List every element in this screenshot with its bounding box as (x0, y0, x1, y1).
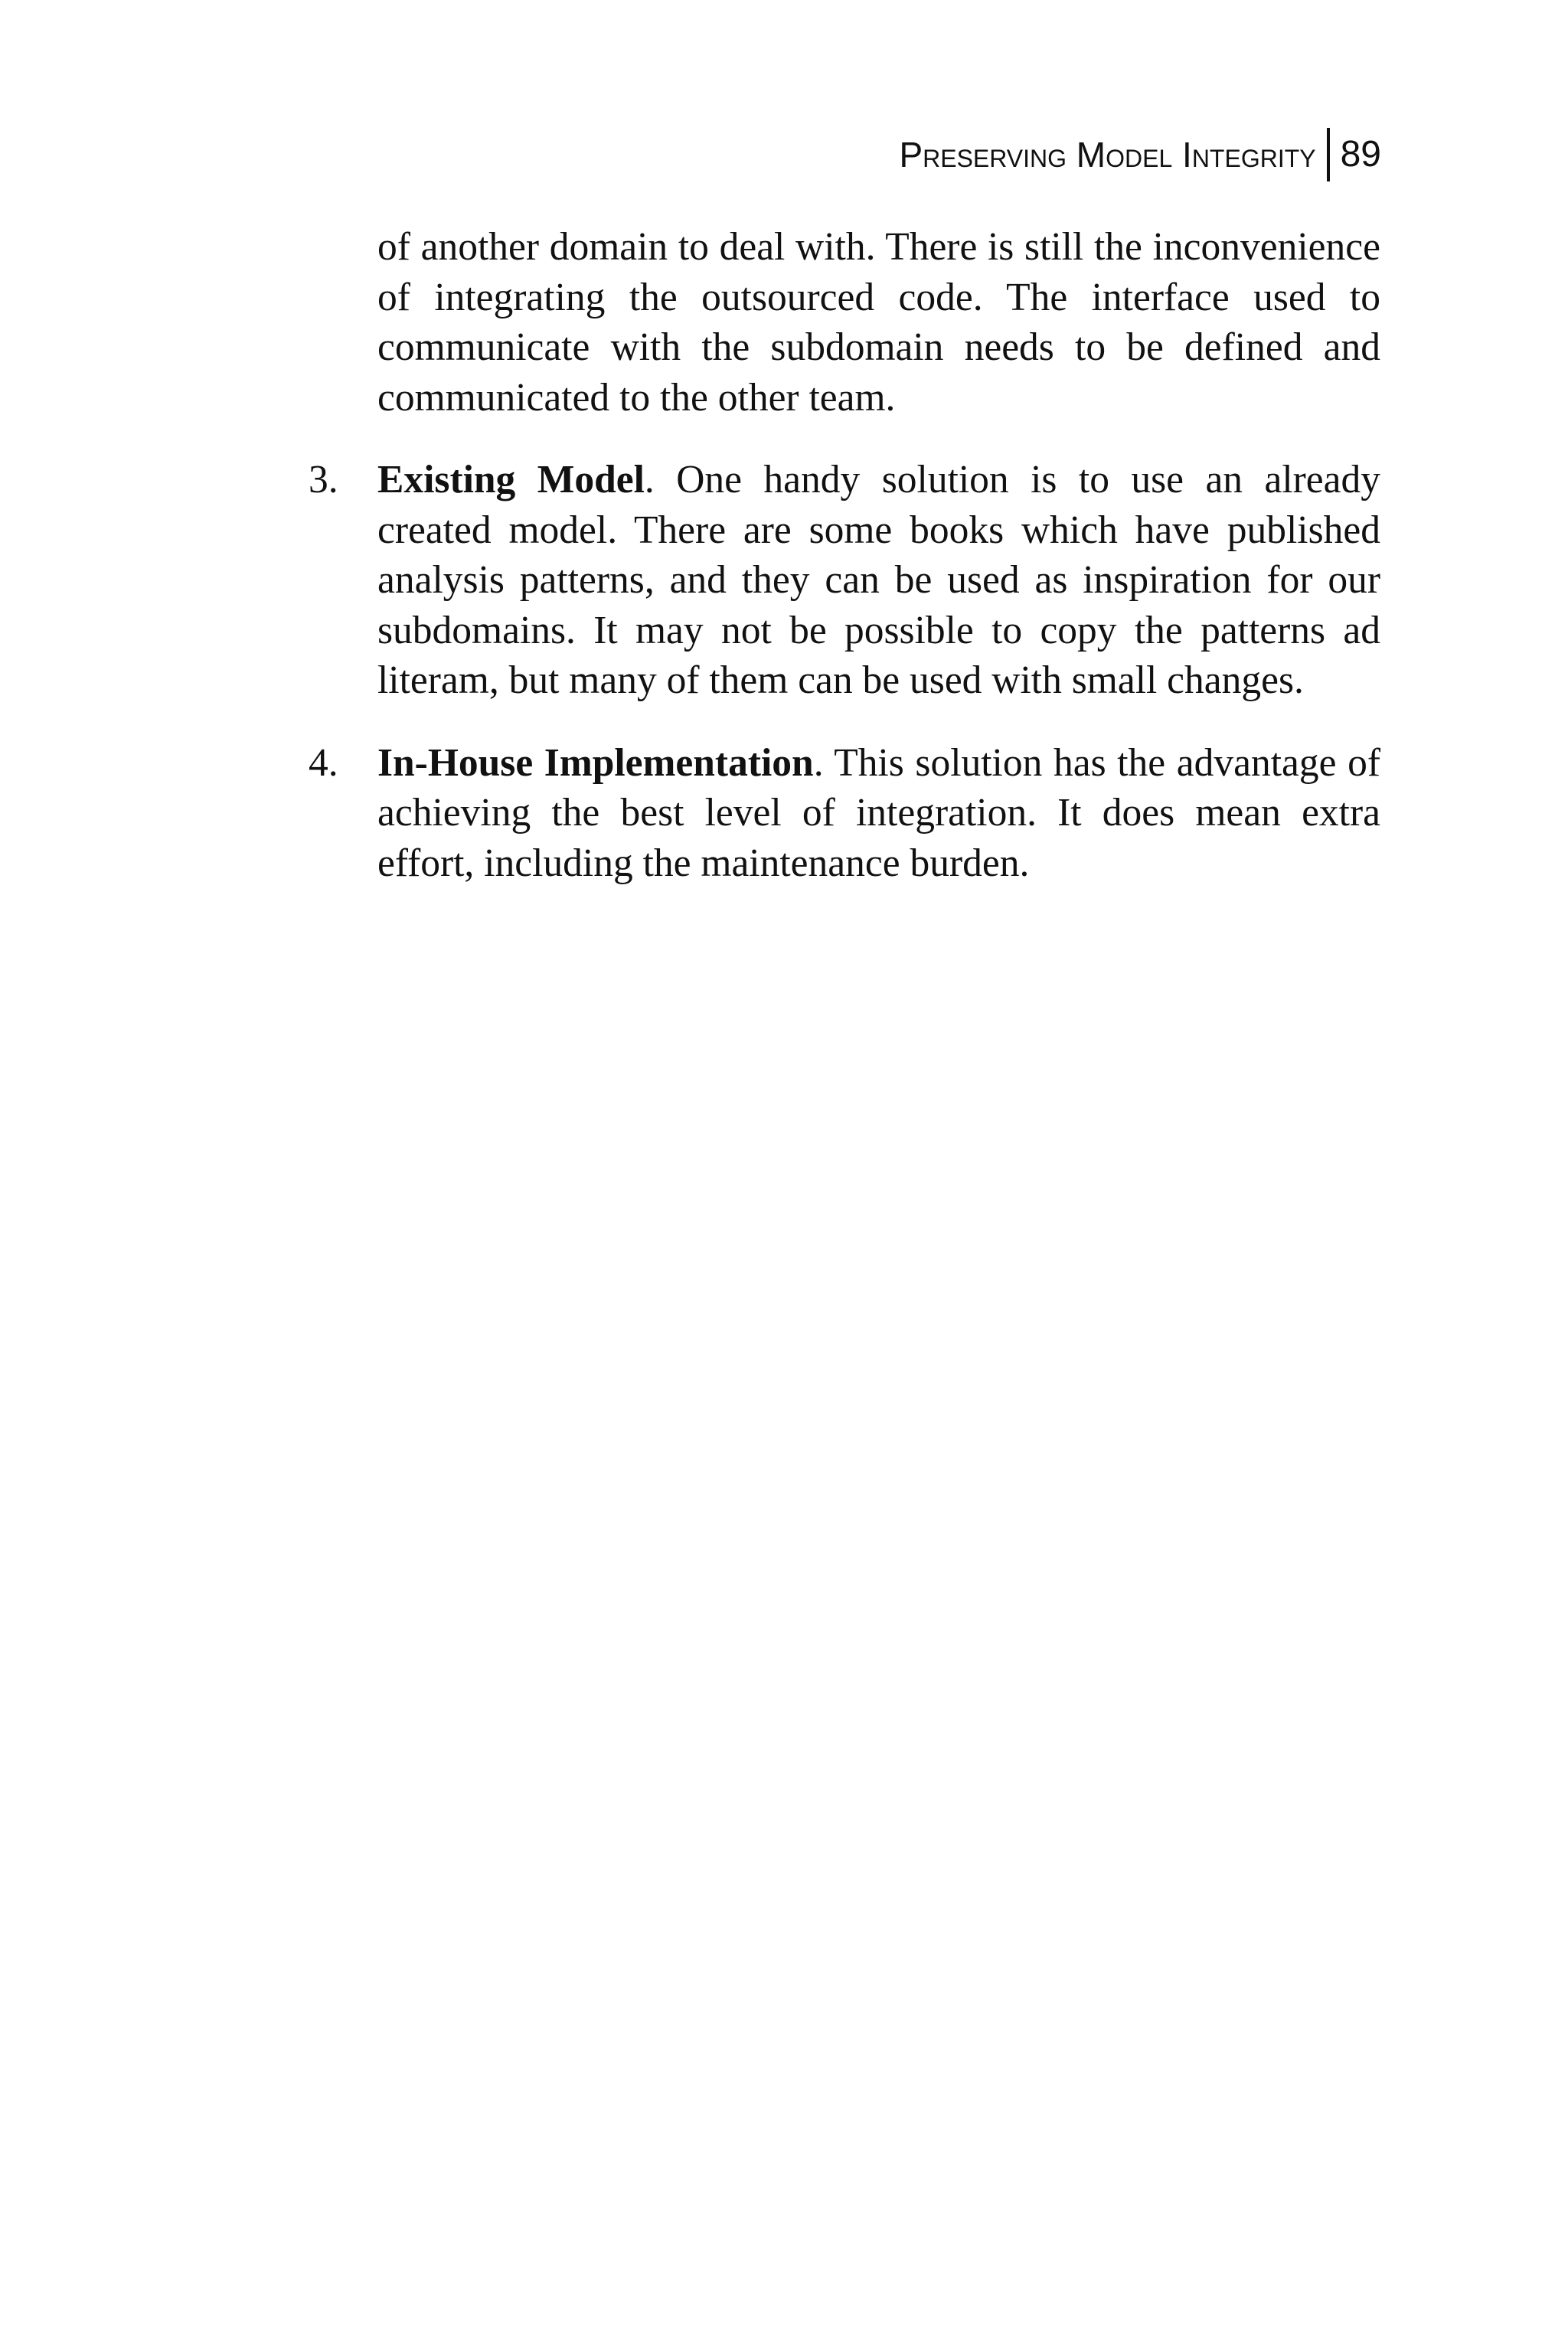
list-item-text: . One handy solution is to use an already created model. There are some books which have published analysis patterns, and they can be used as inspiration for our subdomains. It may not be possible to copy the patterns ad literam, but many of them can be used with small changes. (377, 458, 1381, 702)
list-item-paragraph (377, 738, 1380, 889)
page-body (309, 222, 1381, 888)
list-item-existing-model (309, 455, 1381, 706)
running-header (899, 126, 1381, 184)
list-item-text: . This solution has the advantage of achieving the best level of integration. It does mean extra effort, including the maintenance burden. (377, 740, 1380, 885)
page-number: 89 (1340, 134, 1381, 175)
chapter-title: Preserving Model Integrity (899, 135, 1316, 175)
list-item-number: 3. (309, 458, 338, 501)
header-divider (1327, 128, 1330, 181)
continuation-paragraph: of another domain to deal with. There is still the inconvenience of integrating the outsourced code. The interface used to communicate with the subdomain needs to be defined and communicated to the other team. (377, 225, 1380, 420)
list-item-number: 4. (309, 740, 338, 785)
list-item-paragraph (377, 455, 1380, 706)
list-item-term: Existing Model (377, 458, 645, 501)
list-item-term: In-House Implementation (377, 740, 814, 785)
list-item-in-house-implementation (309, 738, 1380, 889)
